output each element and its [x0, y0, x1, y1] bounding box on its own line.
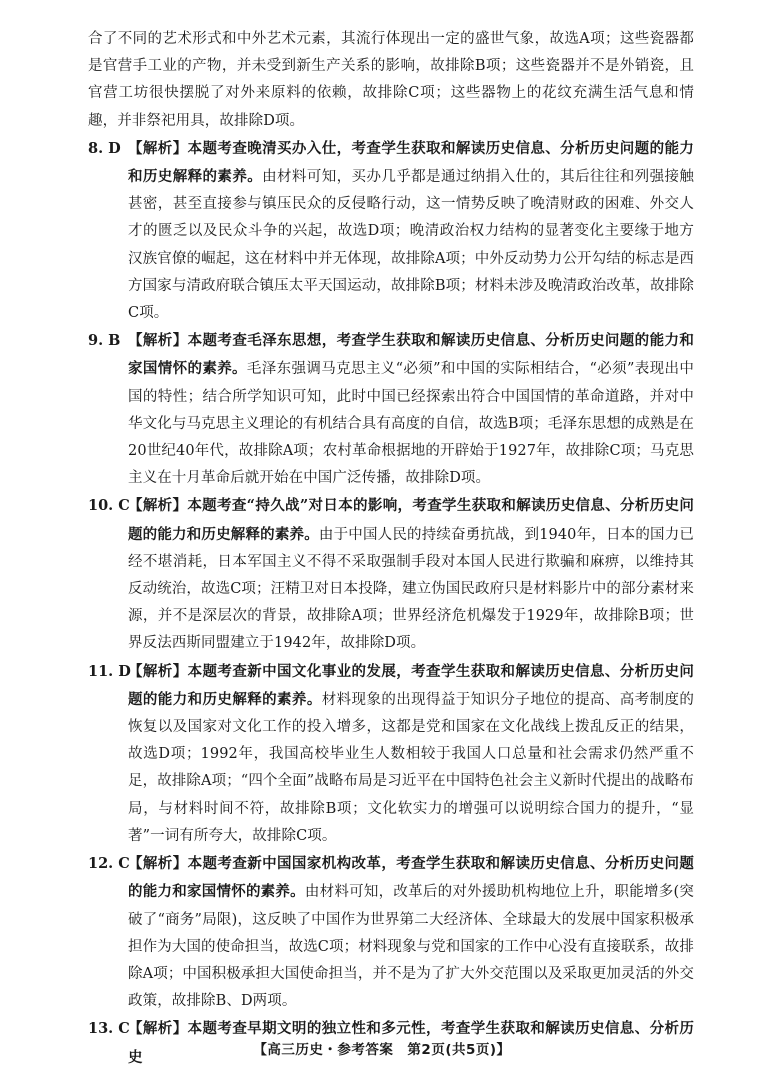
answer-item-11 — [88, 658, 694, 850]
analysis-tag: 【解析】 — [128, 855, 188, 873]
analysis-tag: 【解析】 — [128, 662, 188, 680]
analysis-tag: 【解析】 — [128, 1020, 188, 1038]
item-text: 由材料可知，改革后的对外援助机构地位上升，职能增多(突破了“商务”局限)，这反映了中国作为世界第二大经济体、全球最大的发展中国家积极承担作为大国的使命担当，故选C项；材料现象与党和国家的工作中心没有直接联系，故排除A项；中国积极承担大国使命担当，并不是为了扩大外交范围以及采取更加灵活的外交政策，故排除B、D两项。 — [128, 884, 694, 1010]
item-lead: 本题考查“持久战”对日本的影响，考查学生获取和解读历史信息、分析历史问题的能力和历史解释的素养。 — [128, 497, 694, 543]
item-text: 材料现象的出现得益于知识分子地位的提高、高考制度的恢复以及国家对文化工作的投入增多，这都是党和国家在文化战线上拨乱反正的结果，故选D项；1992年，我国高校毕业生人数相较于我国人口总量和社会需求仍然严重不足，故排除A项；“四个全面”战略布局是习近平在中国特色社会主义新时代提出的战略布局，与材料时间不符，故排除B项；文化软实力的增强可以说明综合国力的提升，“显著”一词有所夸大，故排除C项。 — [128, 691, 694, 844]
item-number: 8. D — [88, 139, 121, 157]
item-body — [128, 658, 694, 850]
item-text: 毛泽东强调马克思主义“必须”和中国的实际相结合，“必须”表现出中国的特性；结合所学知识可知，此时中国已经探索出符合中国国情的革命道路，并对中华文化与马克思主义理论的有机结合具有高度的自信，故选B项；毛泽东思想的成熟是在20世纪40年代，故排除A项；农村革命根据地的开辟始于1927年，故排除C项；马克思主义在十月革命后就开始在中国广泛传播，故排除D项。 — [128, 361, 694, 487]
analysis-tag: 【解析】 — [128, 139, 188, 157]
item-text: 由材料可知，买办几乎都是通过纳捐入仕的，其后往往和列强接触甚密，甚至直接参与镇压民众的反侵略行动，这一情势反映了晚清财政的困难、外交人才的匮乏以及民众斗争的兴起，故选D项；晚清政治权力结构的显著变化主要缘于地方汉族官僚的崛起，这在材料中并无体现，故排除A项；中外反动势力公开勾结的标志是西方国家与清政府联合镇压太平天国运动，故排除B项；材料未涉及晚清政治改革，故排除C项。 — [128, 169, 694, 322]
item-number: 12. C — [88, 855, 130, 873]
item-lead: 本题考查新中国国家机构改革，考查学生获取和解读历史信息、分析历史问题的能力和家国情怀的素养。 — [128, 855, 694, 901]
item-number: 9. B — [88, 332, 121, 350]
page-footer: 【高三历史・参考答案 第2页(共5页)】 — [253, 1042, 511, 1058]
analysis-tag: 【解析】 — [128, 497, 188, 515]
page-content — [88, 26, 694, 1072]
intro-paragraph: 合了不同的艺术形式和中外艺术元素，其流行体现出一定的盛世气象，故选A项；这些瓷器都是官营手工业的产物，并未受到新生产关系的影响，故排除B项；这些瓷器并不是外销瓷，且官营工坊很快摆脱了对外来原料的依赖，故排除C项；这些器物上的花纹充满生活气息和情趣，并非祭祀用具，故排除D项。 — [88, 31, 694, 129]
answer-item-9 — [88, 327, 694, 492]
item-number: 13. C — [88, 1020, 130, 1038]
item-lead: 本题考查晚清买办入仕，考查学生获取和解读历史信息、分析历史问题的能力和历史解释的素养。 — [128, 139, 694, 186]
answer-item-8 — [88, 135, 694, 327]
item-lead: 本题考查毛泽东思想，考查学生获取和解读历史信息、分析历史问题的能力和家国情怀的素养。 — [128, 332, 694, 378]
item-text: 由于中国人民的持续奋勇抗战，到1940年，日本的国力已经不堪消耗，日本军国主义不得不采取强制手段对本国人民进行欺骗和麻痹，以维持其反动统治，故选C项；汪精卫对日本投降，建立伪国民政府只是材料影片中的部分素材来源，并不是深层次的背景，故排除A项；世界经济危机爆发于1929年，故排除B项；世界反法西斯同盟建立于1942年，故排除D项。 — [128, 526, 694, 652]
item-lead: 本题考查早期文明的独立性和多元性，考查学生获取和解读历史信息、分析历史 — [128, 1020, 694, 1066]
item-number: 11. D — [88, 662, 131, 680]
answer-item-10 — [88, 492, 694, 657]
item-lead: 本题考查新中国文化事业的发展，考查学生获取和解读历史信息、分析历史问题的能力和历史解释的素养。 — [128, 662, 694, 708]
item-number: 10. C — [88, 497, 130, 515]
answer-item-12 — [88, 850, 694, 1015]
item-body — [128, 492, 694, 657]
item-body — [128, 135, 694, 327]
analysis-tag: 【解析】 — [128, 332, 188, 350]
item-body — [128, 850, 694, 1015]
item-body — [128, 327, 694, 492]
